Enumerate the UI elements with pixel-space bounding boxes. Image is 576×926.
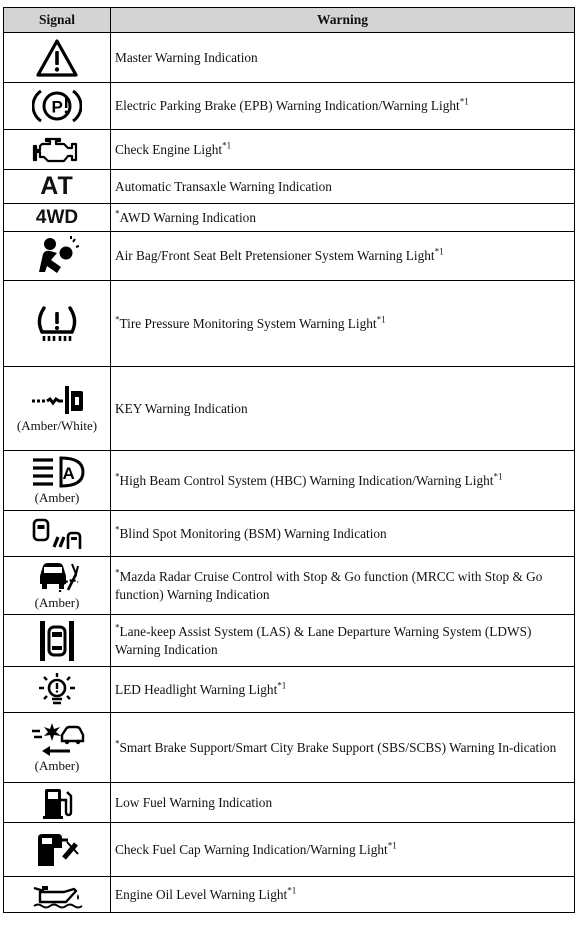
radar-cruise-icon [4, 560, 110, 594]
footnote-mark: *1 [387, 840, 397, 851]
warning-text: LED Headlight Warning Light [115, 681, 278, 697]
parking-brake-icon [4, 87, 110, 125]
oil-can-icon [4, 880, 110, 910]
air-bag-icon [4, 236, 110, 276]
row-prefix: * [115, 471, 120, 482]
table-row [4, 281, 575, 367]
smart-brake-icon [4, 721, 110, 757]
table-row [4, 232, 575, 281]
footnote-mark: *1 [459, 96, 469, 107]
icon-caption: (Amber) [34, 490, 80, 505]
table-row [4, 511, 575, 557]
table-row [4, 823, 575, 877]
tire-pressure-icon [4, 304, 110, 344]
warning-table [3, 7, 575, 913]
footnote-mark: *1 [287, 885, 297, 896]
row-prefix: * [115, 314, 120, 325]
table-row [4, 130, 575, 170]
footnote-mark: *1 [376, 314, 386, 325]
table-row [4, 367, 575, 451]
table-row [4, 783, 575, 823]
table-row [4, 667, 575, 713]
warning-text: Lane-keep Assist System (LAS) & Lane Departure Warning System (LDWS) Warning Indication [115, 623, 532, 657]
warning-text: Low Fuel Warning Indication [115, 794, 273, 810]
fuel-pump-icon [4, 786, 110, 820]
icon-caption: (Amber/White) [16, 418, 98, 433]
warning-text: KEY Warning Indication [115, 400, 248, 416]
warning-text: Mazda Radar Cruise Control with Stop & Go function (MRCC with Stop & Go function) Warning Indication [115, 568, 543, 602]
table-row [4, 615, 575, 667]
table-row [4, 877, 575, 913]
icon-caption: (Amber) [34, 595, 80, 610]
high-beam-auto-icon [4, 455, 110, 489]
warning-text: Air Bag/Front Seat Belt Pretensioner System Warning Light [115, 248, 435, 263]
warning-text: Master Warning Indication [115, 49, 258, 65]
table-row [4, 33, 575, 83]
warning-text: Tire Pressure Monitoring System Warning Light [119, 315, 377, 331]
row-prefix: * [115, 567, 120, 578]
footnote-mark: *1 [222, 140, 232, 151]
svg-text:P: P [51, 97, 63, 117]
signal-column-header: Signal [4, 8, 111, 33]
lane-keep-icon [4, 619, 110, 663]
table-row [4, 451, 575, 511]
warning-text: AWD Warning Indication [119, 209, 256, 225]
svg-text:A: A [62, 464, 75, 483]
warning-text: Blind Spot Monitoring (BSM) Warning Indication [119, 525, 387, 541]
table-row [4, 170, 575, 204]
footnote-mark: *1 [493, 471, 503, 482]
led-headlight-icon [4, 671, 110, 709]
warning-column-header: Warning [111, 8, 575, 33]
warning-text: Automatic Transaxle Warning Indication [115, 178, 332, 194]
warning-text: High Beam Control System (HBC) Warning Indication/Warning Light [119, 472, 494, 488]
check-engine-icon [4, 135, 110, 165]
row-prefix: * [115, 622, 120, 633]
footnote-mark: *1 [434, 246, 444, 257]
row-prefix: * [115, 738, 120, 749]
row-prefix: * [115, 208, 120, 219]
table-row [4, 557, 575, 615]
fuel-cap-icon [4, 830, 110, 870]
icon-caption: (Amber) [34, 758, 80, 773]
table-row [4, 83, 575, 130]
warning-text: Electric Parking Brake (EPB) Warning Indication/Warning Light [115, 98, 460, 113]
table-row [4, 713, 575, 783]
row-prefix: * [115, 524, 120, 535]
table-header-row [4, 8, 575, 33]
key-icon [4, 383, 110, 417]
4wd-text-icon: 4WD [35, 206, 79, 228]
warning-text: Check Fuel Cap Warning Indication/Warning Light [115, 841, 388, 857]
table-row [4, 204, 575, 232]
master-warning-triangle-icon [4, 38, 110, 78]
warning-text: Check Engine Light [115, 141, 223, 157]
warning-text: Smart Brake Support/Smart City Brake Support (SBS/SCBS) Warning In-dication [119, 739, 557, 755]
footnote-mark: *1 [277, 680, 287, 691]
blind-spot-icon [4, 517, 110, 551]
at-text-icon: AT [40, 172, 74, 200]
warning-text: Engine Oil Level Warning Light [115, 886, 288, 902]
